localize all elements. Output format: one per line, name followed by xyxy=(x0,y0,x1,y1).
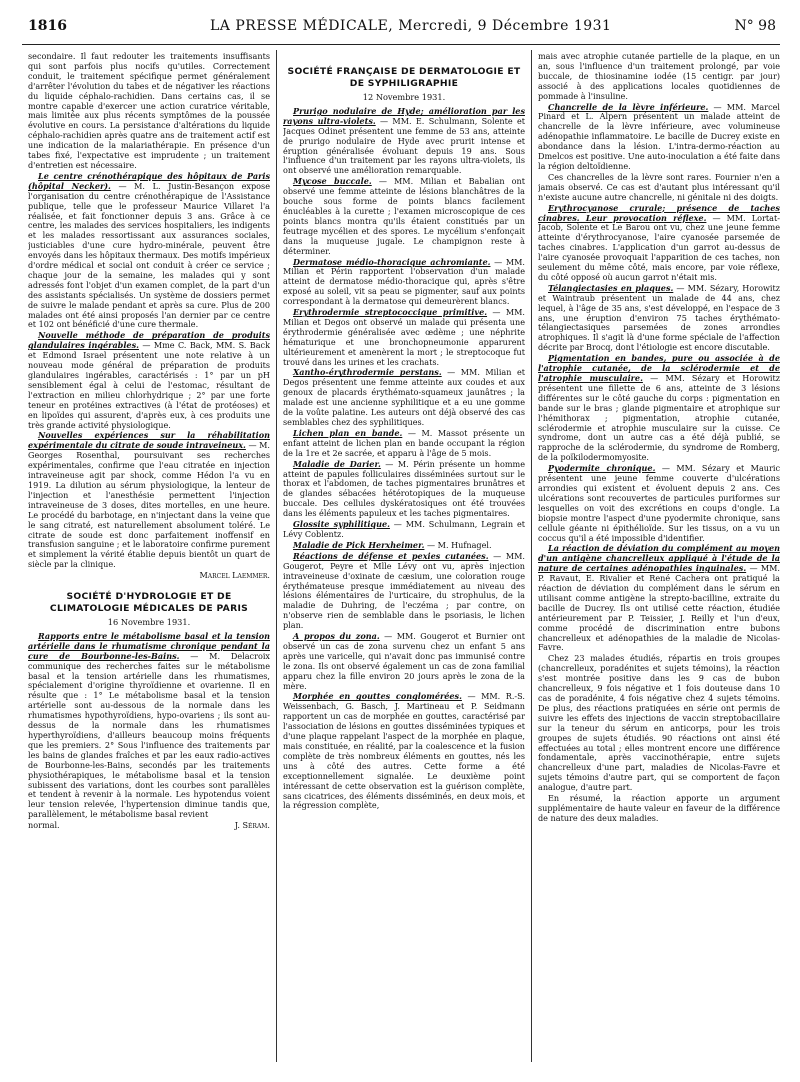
journal-title: LA PRESSE MÉDICALE, Mercredi, 9 Décembre 1931 xyxy=(210,18,612,34)
article xyxy=(283,308,525,367)
article-heading: Rapports entre le métabolisme basal et la tension artérielle dans le rhumatisme chronique pendant la cure de Bourbonne-les-Bains. xyxy=(28,630,270,661)
article-heading: Pigmentation en bandes, pure ou associée à de l'atrophie cutanée, de la sclérodermie et de l'atrophie musculaire. xyxy=(538,353,780,383)
article xyxy=(283,520,525,540)
article xyxy=(28,632,270,820)
article-text: — MM. Milian et Degos présentent une femme atteinte aux coudes et aux genoux de placards érythémato-squameux jaunâtres ; la malade est une ancienne syphilitique et a eu une gomme de la voûte palatine. Les auteurs ont déjà observé des cas semblables chez des syphilitiques. xyxy=(283,367,525,427)
article xyxy=(283,692,525,811)
article-text: — M. Hufnagel. xyxy=(424,539,492,550)
session-date: 16 Novembre 1931. xyxy=(107,617,191,628)
article xyxy=(283,460,525,519)
article-heading: La réaction de déviation du complément au moyen d'un antigène chancrelleux appliqué à l'étude de la nature de certaines adénopathies inguinales. xyxy=(538,543,780,574)
society-heading: SOCIÉTÉ FRANÇAISE DE DERMATOLOGIE ET DE SYPHILIGRAPHIE xyxy=(287,66,521,89)
article xyxy=(283,541,525,551)
article xyxy=(538,544,780,653)
article-heading: Nouvelle méthode de préparation de produits glandulaires ingérables. xyxy=(28,330,270,351)
page-number: 1816 xyxy=(28,18,67,34)
article-heading: Réactions de défense et pexies cutanées. xyxy=(293,550,489,561)
article-text: — MM. R.-S. Weissenbach, G. Basch, J. Martineau et P. Seidmann rapportent un cas de morphée en gouttes, caractérisé par l'association de lésions en gouttes disséminées typiques et d'une plaque rappelant l'aspect de la morphée en plaque, mais constituée, en réalité, par la coalescence et la fusion complète de très nombreux éléments en gouttes, nés les uns à côté des autres. Cette forme a été exceptionnellement signalée. Le deuxième point intéressant de cette observation est la guérison complète, sans cicatrices, des éléments disséminés, en deux mois, et la régression complète, xyxy=(283,691,525,811)
paragraph: Chez 23 malades étudiés, répartis en trois groupes (chancrelleux, poradénites et sujets témoins), la réaction s'est montrée positive dans les 9 cas de bubon chancrelleux, 9 fois négative et 1 fois douteuse dans 10 cas de poradénite, 4 fois négative chez 4 sujets témoins. De plus, des réactions pratiquées en série ont permis de suivre les effets des injections de vaccin streptobacillaire sur la teneur du sérum en anticorps, pour les trois groupes de sujets étudiés. 90 réactions ont ainsi été effectuées au total ; elles montrent encore une différence fondamentale, après vaccinothérapie, entre sujets chancrelleux d'une part, maladies de Nicolas-Favre et sujets témoins d'autre part, qui se comportent de façon analogue, d'autre part. xyxy=(538,653,780,793)
article xyxy=(283,107,525,176)
article-heading: Pyodermite chronique. xyxy=(548,463,656,474)
article-text: — M. Georges Rosenthal, poursuivant ses recherches expérimentales, confirme que l'eau citratée en injection intraveineuse agit par shock, comme Hédon l'a vu en 1919. La dilution au sérum physiologique, la lenteur de l'injection et l'anesthésie permettent l'injection intraveineuse de 3 doses, dites mortelles, en une heure. Le procédé du barbotage, en n'injectant dans la veine que le sang citraté, est naturellement absolument toléré. Le citrate de soude est donc parfaitement inoffensif en transfusion sanguine ; et le laboratoire confirme purement et simplement la vérité établie depuis bientôt un quart de siècle par la clinique. xyxy=(28,440,270,570)
article-heading: Nouvelles expériences sur la réhabilitation expérimentale du citrate de soude intraveineux. xyxy=(28,430,270,451)
article xyxy=(283,177,525,256)
article-text: — M. Massot présente un enfant atteint de lichen plan en bande occupant la région de la 1re et 2e sacrée, et apparu à l'âge de 5 mois. xyxy=(283,427,525,458)
society-heading: SOCIÉTÉ D'HYDROLOGIE ET DE CLIMATOLOGIE MÉDICALES DE PARIS xyxy=(49,591,249,615)
article-text: — MM. E. Schulmann, Solente et Jacques Odinet présentent une femme de 53 ans, atteinte de prurigo nodulaire de Hyde avec prurit intense et éruption généralisée évoluant depuis 19 ans. Sous l'influence d'un traitement par les rayons ultra-violets, ils ont observé une amélioration remarquable. xyxy=(283,115,525,176)
article-text: — MM. Milian et Degos ont observé un malade qui présenta une érythrodermie généralisée avec œdème ; une néphrite hématurique et une bronchopneumonie apparurent ultérieurement et amenèrent la mort ; le streptocoque fut trouvé dans les urines et les crachats. xyxy=(283,307,525,367)
article-heading: Prurigo nodulaire de Hyde; amélioration par les rayons ultra-violets. xyxy=(283,105,525,126)
article-text: — MM. Gougerot et Burnier ont observé un cas de zona survenu chez un enfant 5 ans après une varicelle, qui n'avait donc pas immunisé contre le zona. Ils ont observé également un cas de zona familial apparu chez la fille environ 20 jours après le zona de la mère. xyxy=(283,631,525,691)
article-heading: Maladie de Darier. xyxy=(293,458,381,469)
article xyxy=(28,331,270,430)
article-text: — MM. Marcel Pinard et L. Alpern présentent un malade atteint de chancrelle de la lèvre inférieure, avec volumineuse adénopathie inflammatoire. Le bacille de Ducrey existe en abondance dans la lésion. L'intra-dermo-réaction au Dmelcos est positive. Une auto-inoculation a été faite dans la région deltoïdienne. xyxy=(538,101,780,171)
article xyxy=(28,431,270,570)
article xyxy=(283,258,525,308)
article-heading: Maladie de Pick Herxheimer. xyxy=(293,539,425,550)
column-divider xyxy=(276,50,277,1062)
article xyxy=(283,368,525,427)
issue-number: N° 98 xyxy=(734,18,776,34)
article-heading: Dermatose médio-thoracique achromiante. xyxy=(293,256,491,267)
article-text: — Mme C. Back, MM. S. Back et Edmond Israel présentent une note relative à un nouveau mode général de préparation de produits glandulaires ingérables, caractérisés : 1° par un pH sensiblement égal à celui de l'estomac, résultant de l'extraction en milieu chlorhydrique ; 2° par une forte teneur en protéines extractives (à l'état de protéoses) et en lipoïdes qui assurent, d'après eux, à ces produits une très grande activité physiologique. xyxy=(28,340,270,430)
page-header xyxy=(0,18,800,38)
article-text: — MM. Sézary et Mauric présentent une jeune femme couverte d'ulcérations arrondies qui existent et évoluent depuis 2 ans. Ces ulcérations sont recouvertes de particules puriformes sur lesquelles on voit des excrétions en coups d'ongle. La biopsie montre l'aspect d'une pyodermite chronique, sans cellule géante ni épithélioïde. Sur les tissus, on a vu un coccus qu'il a été impossible d'identifier. xyxy=(538,463,780,543)
closing-line xyxy=(28,821,270,831)
author-signature: J. Séram. xyxy=(234,820,270,831)
paragraph: secondaire. Il faut redouter les traitements insuffisants qui sont parfois plus nocifs qu'utiles. Correctement conduit, le traitement spécifique permet généralement d'arrêter l'évolution du tabes et de négativer les réactions du liquide céphalo-rachidien. Dans certains cas, il se montre capable d'exercer une action curatrice véritable, mais limitée aux plus récents symptômes de la poussée évolutive en cours. La persistance d'altérations du liquide céphalo-rachidien après quatre ans de traitement actif est une indication de la malariathérapie. En présence d'un tabes fixé, l'expectative est imprudente ; un traitement d'entretien est nécessaire. xyxy=(28,52,270,170)
paragraph: En résumé, la réaction apporte un argument supplémentaire de haute valeur en faveur de la différence de nature des deux maladies. xyxy=(538,793,780,823)
article-heading: A propos du zona. xyxy=(293,631,380,642)
header-rule xyxy=(22,44,780,45)
article-text: — M. Périn présente un homme atteint de papules folliculaires disséminées surtout sur le thorax et l'abdomen, de taches pigmentaires brunâtres et de glandes sébacées hétérotopiques de la muqueuse buccale. Des cellules dyskératosiques ont été trouvées dans les éléments papuleux et les taches pigmentaires. xyxy=(283,458,525,519)
article-text: — MM. Lortat-Jacob, Solente et Le Barou ont vu, chez une jeune femme atteinte d'érythrocyanose, l'aire cyanosée parsemée de taches cinabres. L'application d'un garrot au-dessus de l'aire cyanosée provoquait l'apparition de ces taches, non seulement du même côté, mais encore, par voie réflexe, du côté opposé où aucun garrot n'était mis. xyxy=(538,212,780,282)
article xyxy=(538,354,780,463)
article xyxy=(283,632,525,691)
article-heading: Le centre crénothérapique des hôpitaux de Paris (hôpital Necker). xyxy=(28,170,270,191)
article-heading: Morphée en gouttes conglomérées. xyxy=(293,691,462,702)
article-heading: Chancrelle de la lèvre inférieure. xyxy=(548,101,709,112)
session-date: 12 Novembre 1931. xyxy=(362,92,446,102)
article xyxy=(538,204,780,283)
column-divider xyxy=(531,50,532,1062)
article-heading: Xantho-érythrodermie perstans. xyxy=(293,367,442,378)
paragraph: Ces chancrelles de la lèvre sont rares. Fournier n'en a jamais observé. Ce cas est d'autant plus intéressant qu'il n'existe aucune autre chancrelle, ni génitale ni des doigts. xyxy=(538,171,780,202)
article-text-end: normal. xyxy=(28,820,60,831)
article-text: — MM. Sézary, Horowitz et Waintraub présentent un malade de 44 ans, chez lequel, à l'âge de 35 ans, s'est développé, en l'espace de 3 ans, une éruption d'environ 75 taches érythémato-télangiectasiques parsemées de zones arrondies atrophiques. Il s'agit là d'une forme spéciale de l'affection décrite par Brocq, dont l'étiologie est encore discutable. xyxy=(538,282,780,353)
article-text: — M. L. Justin-Besançon expose l'organisation du centre crénothérapique de l'Assistance publique, telle que le professeur Maurice Villaret l'a réalisée, et fait fonctionner depuis 3 ans. Grâce à ce centre, les malades des services hospitaliers, les indigents et les malades ressortissant aux assurances sociales, justiciables d'une cure hydro-minérale, peuvent être envoyés dans les hôpitaux thermaux. Des motifs impérieux d'ordre médical et social ont conduit à créer ce service ; chaque jour de la semaine, les malades qui y sont adressés font l'objet d'un examen complet, de la part d'un des assistants spécialisés. Un système de dossiers permet de suivre le malade pendant et après sa cure. Plus de 200 malades ont été ainsi proposés l'an dernier par ce centre et 102 ont bénéficié d'une cure thermale. xyxy=(28,180,270,330)
column-left xyxy=(28,52,270,1072)
column-right xyxy=(538,52,780,1072)
article-heading: Mycose buccale. xyxy=(293,176,372,187)
article xyxy=(538,103,780,172)
article-heading: Télangiectasies en plaques. xyxy=(548,282,674,293)
article-text: — MM. Schulmann, Legrain et Lévy Coblentz. xyxy=(283,519,525,539)
article xyxy=(283,429,525,459)
paragraph: mais avec atrophie cutanée partielle de la plaque, en un an, sous l'influence d'un traitement prolongé, par voie buccale, de thiosinamine iodée (15 centigr. par jour) associé à des applications locales quotidiennes de pommade à l'insuline. xyxy=(538,52,780,101)
article-text: — MM. Milian et Babalian ont observé une femme atteinte de lésions blanchâtres de la bouche sous forme de points blancs facilement énucléables à la curette ; l'examen microscopique de ces points blancs montra qu'ils étaient constitués par un feutrage mycélien et des spores. Le mycélium s'enfonçait dans la muqueuse jugale. Le champignon reste à déterminer. xyxy=(283,176,525,256)
article-text: — MM. Milian et Périn rapportent l'observation d'un malade atteint de dermatose médio-thoracique qui, après s'être exposé au soleil, vit sa peau se pigmenter, sauf aux points correspondant à la dermatose qui demeurèrent blancs. xyxy=(283,256,525,307)
article xyxy=(538,284,780,353)
article-text: — M. Delacroix communique des recherches faites sur le métabolisme basal et la tension artérielle dans les rhumatismes, spécialement d'origine thyroïdienne et ovarienne. Il en résulte que : 1° Le métabolisme basal et la tension artérielle sont au-dessous de la normale dans les rhumatismes hypothyroïdiens, hypo-ovariens ; ils sont au-dessus de la normale dans les rhumatismes hyperthyroïdiens, d'ailleurs beaucoup moins fréquents que les premiers. 2° Sous l'influence des traitements par les bains de glandes fraîches et par les eaux radio-actives de Bourbonne-les-Bains, secondés par les traitements physiothérapiques, le métabolisme basal et la tension subissent des variations, dont les courbes sont parallèles et tendent à revenir à la normale. Les hypotendus voient leur tension relevée, l'hypertension diminue tandis que, parallèlement, le métabolisme basal revient xyxy=(28,650,270,820)
article-text: — MM. Gougerot, Peyre et Mlle Lévy ont vu, après injection intraveineuse d'oxinate de cæsium, une coloration rouge érythémateuse presque immédiatement au niveau des lésions élémentaires de l'urticaire, du strophulus, de la maladie de Duhring, de l'eczéma ; par contre, on n'observe rien de semblable dans le psoriasis, le lichen plan. xyxy=(283,550,525,631)
author-signature: Marcel Laemmer. xyxy=(199,570,270,581)
article xyxy=(28,172,270,331)
article-heading: Glossite syphilitique. xyxy=(293,519,390,530)
article-text: — MM. P. Ravaut, E. Rivalier et René Cachera ont pratiqué la réaction de déviation du complément dans le sérum en utilisant comme antigène la strepto-bacilline, extraite du bacille de Ducrey. Ils ont utilisé cette réaction, étudiée antérieurement par P. Teissier, J. Reilly et l'un d'eux, comme procédé de discrimination entre bubons chancrelleux et adénopathies de la maladie de Nicolas-Favre. xyxy=(538,563,780,653)
article-heading: Erythrocyanose crurale; présence de taches cinabres. Leur provocation réflexe. xyxy=(538,202,780,223)
article xyxy=(283,552,525,631)
article xyxy=(538,464,780,543)
article-heading: Lichen plan en bande. xyxy=(293,427,403,438)
article-heading: Erythrodermie streptococcique primitive. xyxy=(293,307,488,318)
column-middle xyxy=(283,52,525,1072)
article-text: — MM. Sézary et Horowitz présentent une fillette de 6 ans, atteinte de 3 lésions différentes sur le côté gauche du corps : pigmentation en bande sur le bras ; glande pigmentaire et atrophique sur l'hémithorax ; pigmentation, atrophie cutanée, sclérodermie et atrophie musculaire sur la cuisse. Ce syndrome, dont un autre cas a été déjà publié, se rapproche de la sclérodermie, du syndrome de Romberg, de la poïkilodermomyosite. xyxy=(538,373,780,463)
